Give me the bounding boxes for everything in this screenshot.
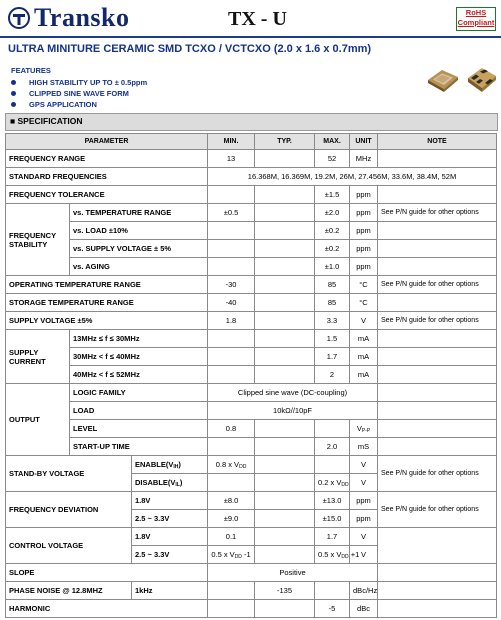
table-row bbox=[6, 438, 497, 456]
param-label-frequency-stability: FREQUENCY STABILITY bbox=[6, 204, 70, 276]
sub-param-label: START-UP TIME bbox=[70, 438, 208, 456]
param-label: SLOPE bbox=[6, 564, 208, 582]
param-label: HARMONIC bbox=[6, 600, 208, 618]
sub-param-label: vs. LOAD ±10% bbox=[70, 222, 208, 240]
unit-value: dBc/Hz bbox=[350, 582, 378, 600]
header-typ: TYP. bbox=[255, 134, 315, 150]
rohs-badge: RoHS Compliant bbox=[456, 7, 496, 31]
sub-param-label: LOAD bbox=[70, 402, 208, 420]
document-header bbox=[0, 0, 501, 38]
header-parameter: PARAMETER bbox=[6, 134, 208, 150]
unit-value: ppm bbox=[350, 492, 378, 510]
specification-table-body bbox=[5, 133, 497, 618]
table-row bbox=[6, 528, 497, 546]
feature-item: GPS APPLICATION bbox=[11, 99, 147, 110]
sub-param-label: 2.5 ~ 3.3V bbox=[132, 546, 208, 564]
unit-value: ppm bbox=[350, 510, 378, 528]
table-row bbox=[6, 330, 497, 348]
min-value: ±8.0 bbox=[208, 492, 255, 510]
min-value: 0.5 x $V_{DD}$ -1 bbox=[208, 546, 255, 564]
table-row bbox=[6, 186, 497, 204]
product-photo-top bbox=[426, 64, 460, 94]
sub-param-label: vs. SUPPLY VOLTAGE ± 5% bbox=[70, 240, 208, 258]
param-label: SUPPLY VOLTAGE ±5% bbox=[6, 312, 208, 330]
param-label-frequency-deviation: FREQUENCY DEVIATION bbox=[6, 492, 132, 528]
table-row bbox=[6, 204, 497, 222]
min-value: 0.8 bbox=[208, 420, 255, 438]
table-row bbox=[6, 600, 497, 618]
table-row bbox=[6, 222, 497, 240]
max-value: 3.3 bbox=[315, 312, 350, 330]
unit-value: °C bbox=[350, 276, 378, 294]
max-value: ±15.0 bbox=[315, 510, 350, 528]
min-value: 13 bbox=[208, 150, 255, 168]
note-value: See P/N guide for other options bbox=[378, 312, 497, 330]
table-row bbox=[6, 294, 497, 312]
feature-item: HIGH STABILITY UP TO ± 0.5ppm bbox=[11, 77, 147, 88]
table-row bbox=[6, 240, 497, 258]
note-value: See P/N guide for other options bbox=[378, 456, 497, 492]
header-max: MAX. bbox=[315, 134, 350, 150]
unit-value: mS bbox=[350, 438, 378, 456]
unit-value: ppm bbox=[350, 204, 378, 222]
unit-value: mA bbox=[350, 366, 378, 384]
table-row bbox=[6, 276, 497, 294]
sub-param-label: vs. TEMPERATURE RANGE bbox=[70, 204, 208, 222]
unit-value: dBc bbox=[350, 600, 378, 618]
min-value: 1.8 bbox=[208, 312, 255, 330]
param-label: FREQUENCY TOLERANCE bbox=[6, 186, 208, 204]
unit-value: ppm bbox=[350, 222, 378, 240]
unit-value: V bbox=[350, 546, 378, 564]
load-value: 10kΩ//10pF bbox=[208, 402, 378, 420]
sub-param-label: 1.8V bbox=[132, 528, 208, 546]
min-value: 0.1 bbox=[208, 528, 255, 546]
param-label: OPERATING TEMPERATURE RANGE bbox=[6, 276, 208, 294]
product-subtitle: ULTRA MINITURE CERAMIC SMD TCXO / VCTCXO (2.0 x 1.6 x 0.7mm) bbox=[8, 43, 372, 55]
param-label: PHASE NOISE @ 12.8MHZ bbox=[6, 582, 132, 600]
max-value: -5 bbox=[315, 600, 350, 618]
table-row bbox=[6, 456, 497, 474]
logic-family-value: Clipped sine wave (DC-coupling) bbox=[208, 384, 378, 402]
table-row bbox=[6, 402, 497, 420]
min-value: -30 bbox=[208, 276, 255, 294]
unit-value: V bbox=[350, 456, 378, 474]
sub-param-label: 1kHz bbox=[132, 582, 208, 600]
features-list bbox=[11, 77, 147, 110]
max-value: 1.7 bbox=[315, 348, 350, 366]
table-row bbox=[6, 312, 497, 330]
transko-logo-icon bbox=[8, 7, 30, 29]
max-value: 85 bbox=[315, 276, 350, 294]
table-row bbox=[6, 384, 497, 402]
table-row bbox=[6, 348, 497, 366]
table-row bbox=[6, 366, 497, 384]
note-value: See P/N guide for other options bbox=[378, 492, 497, 528]
max-value: 2 bbox=[315, 366, 350, 384]
unit-value: V bbox=[350, 474, 378, 492]
specification-section-header bbox=[5, 113, 498, 131]
sub-param-label: 40MHz < f ≤ 52MHz bbox=[70, 366, 208, 384]
header-unit: UNIT bbox=[350, 134, 378, 150]
table-row bbox=[6, 582, 497, 600]
min-value: -40 bbox=[208, 294, 255, 312]
sub-param-label: 13MHz ≤ f ≤ 30MHz bbox=[70, 330, 208, 348]
min-value: ±0.5 bbox=[208, 204, 255, 222]
param-label-standby: STAND-BY VOLTAGE bbox=[6, 456, 132, 492]
max-value: ±1.5 bbox=[315, 186, 350, 204]
specification-title: ■ SPECIFICATION bbox=[10, 116, 83, 126]
note-value: See P/N guide for other options bbox=[378, 276, 497, 294]
table-header-row bbox=[6, 134, 497, 150]
sub-param-label: 1.8V bbox=[132, 492, 208, 510]
max-value: ±1.0 bbox=[315, 258, 350, 276]
sub-param-label: LEVEL bbox=[70, 420, 208, 438]
unit-value: mA bbox=[350, 348, 378, 366]
unit-value: $V_{P-P}$ bbox=[350, 420, 378, 438]
table-row bbox=[6, 564, 497, 582]
feature-item: CLIPPED SINE WAVE FORM bbox=[11, 88, 147, 99]
min-value: 0.8 x $V_{DD}$ bbox=[208, 456, 255, 474]
header-note: NOTE bbox=[378, 134, 497, 150]
sub-param-label: vs. AGING bbox=[70, 258, 208, 276]
max-value: 85 bbox=[315, 294, 350, 312]
header-min: MIN. bbox=[208, 134, 255, 150]
table-row bbox=[6, 492, 497, 510]
sub-param-label: $DISABLE(V_{IL})$ bbox=[132, 474, 208, 492]
unit-value: MHz bbox=[350, 150, 378, 168]
model-title: TX - U bbox=[228, 8, 287, 30]
max-value: ±13.0 bbox=[315, 492, 350, 510]
unit-value: ppm bbox=[350, 186, 378, 204]
slope-value: Positive bbox=[208, 564, 378, 582]
param-label-control-voltage: CONTROL VOLTAGE bbox=[6, 528, 132, 564]
max-value: 52 bbox=[315, 150, 350, 168]
table-row bbox=[6, 168, 497, 186]
unit-value: mA bbox=[350, 330, 378, 348]
note-value: See P/N guide for other options bbox=[378, 204, 497, 222]
max-value: ±0.2 bbox=[315, 222, 350, 240]
sub-param-label: 30MHz < f ≤ 40MHz bbox=[70, 348, 208, 366]
unit-value: V bbox=[350, 528, 378, 546]
unit-value: ppm bbox=[350, 240, 378, 258]
max-value: 1.5 bbox=[315, 330, 350, 348]
features-title: FEATURES bbox=[11, 66, 51, 75]
unit-value: V bbox=[350, 312, 378, 330]
sub-param-label: 2.5 ~ 3.3V bbox=[132, 510, 208, 528]
brand-name: Transko bbox=[34, 3, 130, 32]
param-label-supply-current: SUPPLY CURRENT bbox=[6, 330, 70, 384]
param-label: STANDARD FREQUENCIES bbox=[6, 168, 208, 186]
max-value: 1.7 bbox=[315, 528, 350, 546]
max-value: 2.0 bbox=[315, 438, 350, 456]
std-frequencies-value: 16.368M, 16.369M, 19.2M, 26M, 27.456M, 33.6M, 38.4M, 52M bbox=[208, 168, 497, 186]
unit-value: °C bbox=[350, 294, 378, 312]
table-row bbox=[6, 150, 497, 168]
max-value: 0.5 x $V_{DD} +1$ bbox=[315, 546, 350, 564]
param-label: STORAGE TEMPERATURE RANGE bbox=[6, 294, 208, 312]
table-row bbox=[6, 258, 497, 276]
min-value: ±9.0 bbox=[208, 510, 255, 528]
table-row bbox=[6, 420, 497, 438]
product-photo-bottom bbox=[466, 64, 498, 96]
sub-param-label: $ENABLE(V_{IH})$ bbox=[132, 456, 208, 474]
max-value: 0.2 x $V_{DD}$ bbox=[315, 474, 350, 492]
unit-value: ppm bbox=[350, 258, 378, 276]
typ-value: -135 bbox=[255, 582, 315, 600]
header-divider bbox=[0, 36, 501, 38]
max-value: ±0.2 bbox=[315, 240, 350, 258]
param-label-output: OUTPUT bbox=[6, 384, 70, 456]
sub-param-label: LOGIC FAMILY bbox=[70, 384, 208, 402]
max-value: ±2.0 bbox=[315, 204, 350, 222]
param-label: FREQUENCY RANGE bbox=[6, 150, 208, 168]
